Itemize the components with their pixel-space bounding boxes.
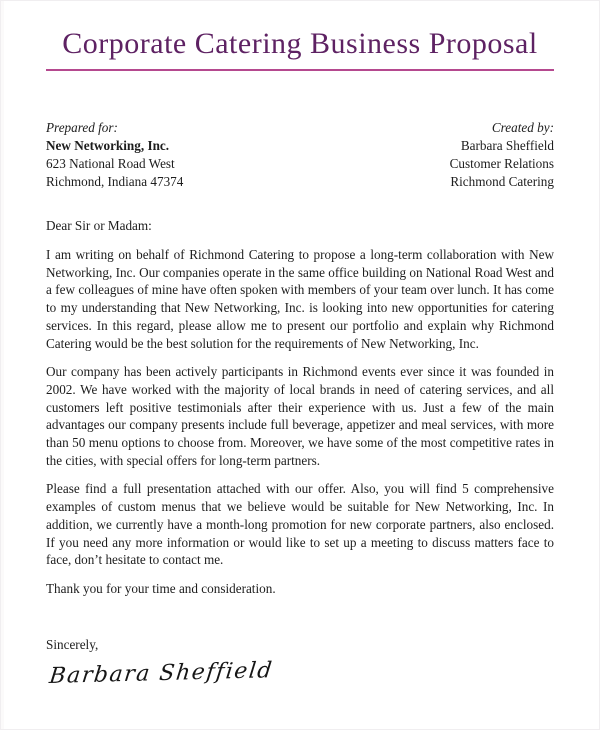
recipient-company: New Networking, Inc. bbox=[46, 138, 170, 153]
recipient-address-line1: 623 National Road West bbox=[46, 156, 175, 171]
closing-line: Sincerely, bbox=[46, 636, 99, 652]
body-paragraph-2: Our company has been actively participants in Richmond events ever since it was founded in 2002. We have worked with the majority of local brands in need of catering services, and all customers left positive testimonials after their experience with us. Just a few of the main advantages our company presents include full beverage, appetizer and meal services, with more than 50 menu options to choose from. Moreover, we have some of the most competitive rates in the cities, with special offers for long-term partners. bbox=[46, 364, 554, 468]
prepared-for-label: Prepared for: bbox=[46, 120, 118, 135]
body-paragraph-4: Thank you for your time and consideration. bbox=[46, 580, 276, 596]
created-by-label: Created by: bbox=[491, 120, 554, 135]
handwritten-signature: Barbara Sheffield bbox=[48, 657, 275, 689]
author-role: Customer Relations bbox=[449, 156, 554, 171]
body-paragraph-1: I am writing on behalf of Richmond Catering to propose a long-term collaboration with New Networking, Inc. Our companies operate in the same office building on National Road West and a few colleagues of mine have often spoken with members of your team over lunch. It has come to my understanding that New Networking, Inc. is looking into new opportunities for catering services. In this regard, please allow me to present our portfolio and explain why Richmond Catering would be the best solution for the requirements of New Networking, Inc. bbox=[46, 247, 554, 351]
recipient-address-line2: Richmond, Indiana 47374 bbox=[46, 174, 184, 189]
letter-info-block bbox=[46, 119, 554, 191]
author-name: Barbara Sheffield bbox=[460, 138, 554, 153]
created-by-block bbox=[450, 119, 554, 191]
prepared-for-block bbox=[46, 119, 183, 191]
salutation: Dear Sir or Madam: bbox=[46, 218, 152, 233]
page-title: Corporate Catering Business Proposal bbox=[62, 27, 538, 60]
body-paragraph-3: Please find a full presentation attached with our offer. Also, you will find 5 comprehensive examples of custom menus that we believe would be suitable for New Networking, Inc. In addition, we currently have a month-long promotion for new corporate partners, also enclosed. If you need any more information or would like to set up a meeting to discuss matters face to face, don’t hesitate to contact me. bbox=[46, 481, 554, 568]
title-underline-rule bbox=[46, 69, 554, 71]
author-company: Richmond Catering bbox=[450, 174, 554, 189]
